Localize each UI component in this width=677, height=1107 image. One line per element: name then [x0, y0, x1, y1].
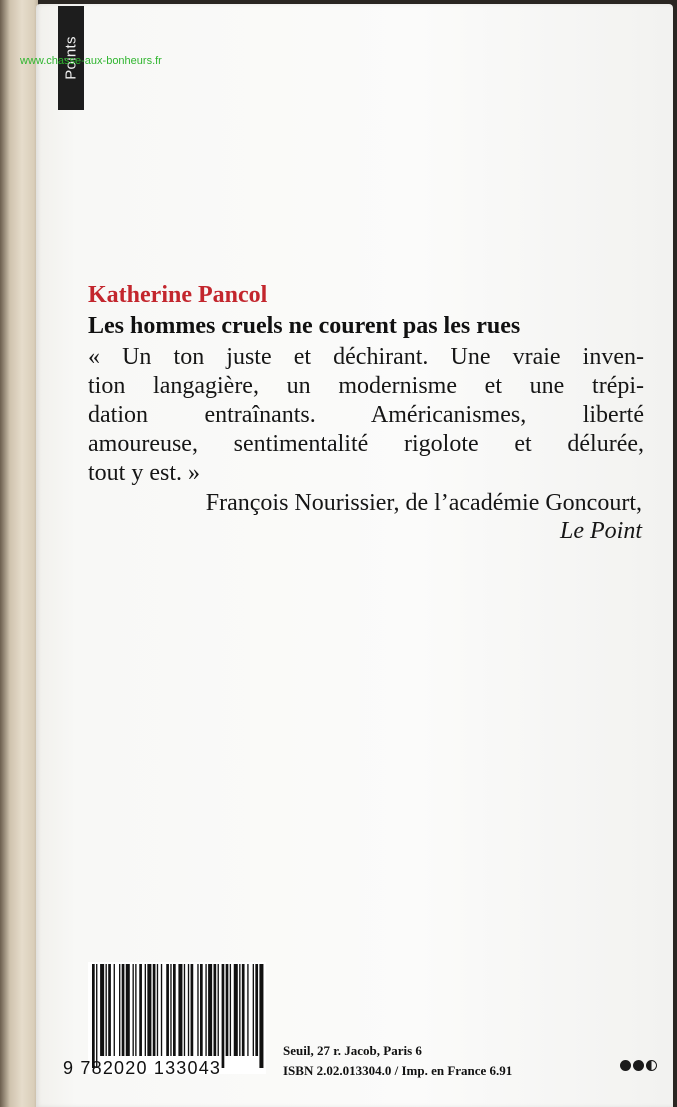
- author-name: Katherine Pancol: [88, 282, 268, 308]
- series-label: Points: [62, 36, 80, 80]
- barcode-bar: [161, 964, 162, 1056]
- quote-line: « Un ton juste et déchirant. Une vraie inven-: [88, 344, 644, 370]
- barcode-bar: [222, 964, 225, 1068]
- barcode-bar: [106, 964, 107, 1056]
- barcode-bar: [135, 964, 136, 1056]
- barcode-bar: [133, 964, 134, 1056]
- barcode-bar: [126, 964, 130, 1056]
- quote-line: tion langagière, un modernisme et une trépi-: [88, 373, 644, 399]
- barcode-bar: [170, 964, 171, 1056]
- barcode-bar: [255, 964, 258, 1056]
- barcode-bar: [197, 964, 198, 1056]
- barcode-bar: [184, 964, 185, 1056]
- barcode-bar: [139, 964, 142, 1056]
- barcode-bar: [259, 964, 263, 1068]
- isbn-text: ISBN 2.02.013304.0 / Imp. en France 6.91: [283, 1063, 513, 1078]
- barcode-bar: [122, 964, 125, 1056]
- barcode-number: 9 782020 133043: [63, 1058, 222, 1078]
- quote-line: dation entraînants. Américanismes, liberté: [88, 402, 644, 428]
- logo-half-dot-icon: [646, 1060, 657, 1071]
- quote-source: Le Point: [560, 518, 642, 544]
- logo-dot-icon: [620, 1060, 631, 1071]
- barcode-bar: [230, 964, 231, 1056]
- quote-line: tout y est. »: [88, 460, 200, 486]
- barcode-bar: [205, 964, 206, 1056]
- seuil-logo: [620, 1060, 660, 1072]
- book-title: Les hommes cruels ne courent pas les rues: [88, 313, 521, 339]
- quote-attribution: François Nourissier, de l’académie Goncourt,: [205, 490, 642, 516]
- barcode-bar: [247, 964, 248, 1056]
- barcode-bar: [208, 964, 212, 1056]
- barcode-bar: [253, 964, 254, 1056]
- logo-dot-icon: [633, 1060, 644, 1071]
- barcode-bar: [100, 964, 104, 1056]
- barcode-bar: [114, 964, 115, 1056]
- barcode-bar: [242, 964, 245, 1056]
- barcode-bar: [200, 964, 203, 1056]
- barcode-bar: [239, 964, 240, 1056]
- barcode-bar: [166, 964, 169, 1056]
- barcode-bar: [147, 964, 151, 1056]
- quote-line: amoureuse, sentimentalité rigolote et délurée,: [88, 431, 644, 457]
- barcode-bar: [145, 964, 146, 1056]
- barcode-bar: [157, 964, 158, 1056]
- publisher-address: Seuil, 27 r. Jacob, Paris 6: [283, 1043, 422, 1058]
- barcode-bar: [234, 964, 238, 1056]
- barcode-bar: [92, 964, 95, 1068]
- book-spine-edge: [0, 0, 38, 1107]
- barcode-bar: [96, 964, 97, 1068]
- barcode-bar: [191, 964, 194, 1056]
- barcode-bar: [218, 964, 219, 1056]
- barcode-bar: [226, 964, 229, 1056]
- barcode-bar: [119, 964, 120, 1056]
- barcode-bar: [178, 964, 182, 1056]
- barcode-bar: [188, 964, 189, 1056]
- watermark-url: www.chasse-aux-bonheurs.fr: [20, 55, 162, 67]
- barcode-bar: [173, 964, 176, 1056]
- barcode-bar: [214, 964, 217, 1056]
- back-cover: [36, 4, 673, 1107]
- barcode-bar: [153, 964, 156, 1056]
- barcode-bar: [108, 964, 111, 1056]
